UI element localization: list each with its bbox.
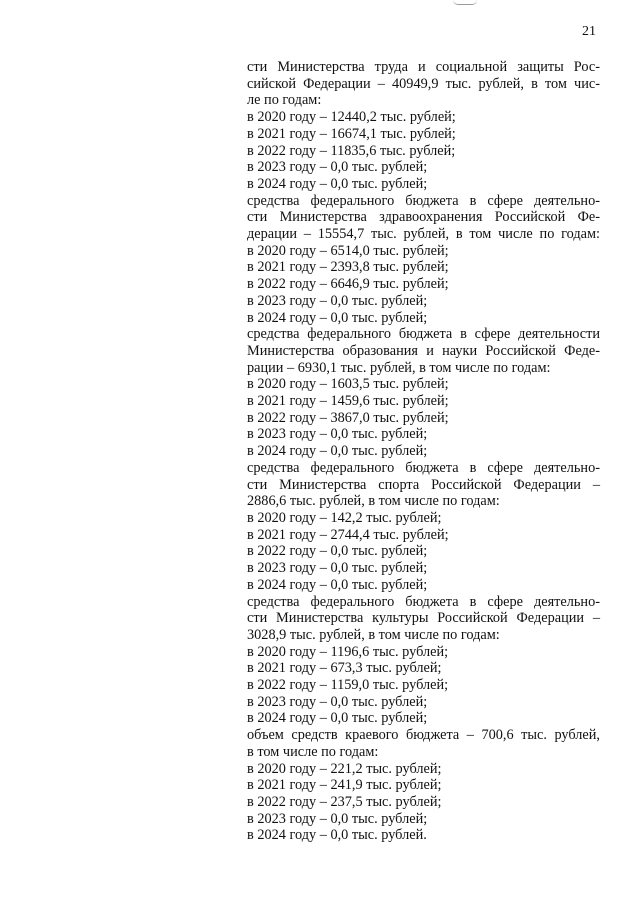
- text-line: в 2023 году – 0,0 тыс. рублей;: [247, 693, 428, 710]
- text-line: в 2022 году – 1159,0 тыс. рублей;: [247, 677, 449, 694]
- text-line: в 2021 году – 16674,1 тыс. рублей;: [247, 125, 456, 142]
- text-line: в 2021 году – 1459,6 тыс. рублей;: [247, 393, 449, 410]
- text-line: в 2023 году – 0,0 тыс. рублей;: [247, 810, 428, 827]
- text-line: Министерства образования и науки Российской Феде-: [247, 342, 600, 359]
- text-line: в 2020 году – 1603,5 тыс. рублей;: [247, 376, 449, 393]
- text-line: в 2024 году – 0,0 тыс. рублей;: [247, 175, 428, 192]
- text-line: в 2023 году – 0,0 тыс. рублей;: [247, 159, 428, 176]
- text-line: сийской Федерации – 40949,9 тыс. рублей, в том чис-: [247, 75, 600, 92]
- text-line: в 2020 году – 142,2 тыс. рублей;: [247, 509, 442, 526]
- text-line: в 2024 году – 0,0 тыс. рублей.: [247, 827, 427, 844]
- text-line: в 2020 году – 12440,2 тыс. рублей;: [247, 109, 456, 126]
- text-line: в 2024 году – 0,0 тыс. рублей;: [247, 576, 428, 593]
- text-line: в 2021 году – 2744,4 тыс. рублей;: [247, 526, 449, 543]
- text-line: в 2024 году – 0,0 тыс. рублей;: [247, 443, 428, 460]
- document-body: [247, 59, 600, 844]
- text-line: в 2022 году – 11835,6 тыс. рублей;: [247, 142, 456, 159]
- text-line: в 2020 году – 221,2 тыс. рублей;: [247, 760, 442, 777]
- text-line: в 2021 году – 2393,8 тыс. рублей;: [247, 259, 449, 276]
- text-line: в 2022 году – 0,0 тыс. рублей;: [247, 543, 428, 560]
- text-line: средства федерального бюджета в сфере деятельно-: [247, 459, 600, 476]
- text-line: 3028,9 тыс. рублей, в том числе по годам:: [247, 626, 500, 643]
- text-line: сти Министерства спорта Российской Федерации –: [247, 476, 600, 493]
- text-line: средства федерального бюджета в сфере деятельно-: [247, 593, 600, 610]
- text-line: в 2023 году – 0,0 тыс. рублей;: [247, 426, 428, 443]
- text-line: 2886,6 тыс. рублей, в том числе по годам:: [247, 493, 500, 510]
- text-line: ле по годам:: [247, 92, 322, 109]
- text-line: сти Министерства культуры Российской Федерации –: [247, 610, 600, 627]
- text-line: сти Министерства труда и социальной защиты Рос-: [247, 59, 600, 75]
- text-line: в 2020 году – 6514,0 тыс. рублей;: [247, 242, 449, 259]
- text-line: в 2022 году – 237,5 тыс. рублей;: [247, 793, 442, 810]
- text-line: в 2024 году – 0,0 тыс. рублей;: [247, 710, 428, 727]
- text-line: в 2021 году – 673,3 тыс. рублей;: [247, 660, 442, 677]
- text-line: в 2023 году – 0,0 тыс. рублей;: [247, 560, 428, 577]
- text-line: объем средств краевого бюджета – 700,6 тыс. рублей,: [247, 727, 600, 744]
- text-line: в 2021 году – 241,9 тыс. рублей;: [247, 777, 442, 794]
- text-line: в 2022 году – 3867,0 тыс. рублей;: [247, 409, 449, 426]
- text-line: средства федерального бюджета в сфере деятельно-: [247, 192, 600, 209]
- text-line: дерации – 15554,7 тыс. рублей, в том числе по годам:: [247, 226, 600, 243]
- text-line: сти Министерства здравоохранения Российской Фе-: [247, 209, 600, 226]
- text-line: рации – 6930,1 тыс. рублей, в том числе по годам:: [247, 359, 551, 376]
- text-line: в 2023 году – 0,0 тыс. рублей;: [247, 292, 428, 309]
- text-line: средства федерального бюджета в сфере деятельности: [247, 326, 600, 343]
- page-number: 21: [582, 24, 596, 39]
- text-line: в 2022 году – 6646,9 тыс. рублей;: [247, 276, 449, 293]
- text-line: в 2020 году – 1196,6 тыс. рублей;: [247, 643, 449, 660]
- text-line: в 2024 году – 0,0 тыс. рублей;: [247, 309, 428, 326]
- text-line: в том числе по годам:: [247, 743, 379, 760]
- scan-artifact: [453, 0, 477, 5]
